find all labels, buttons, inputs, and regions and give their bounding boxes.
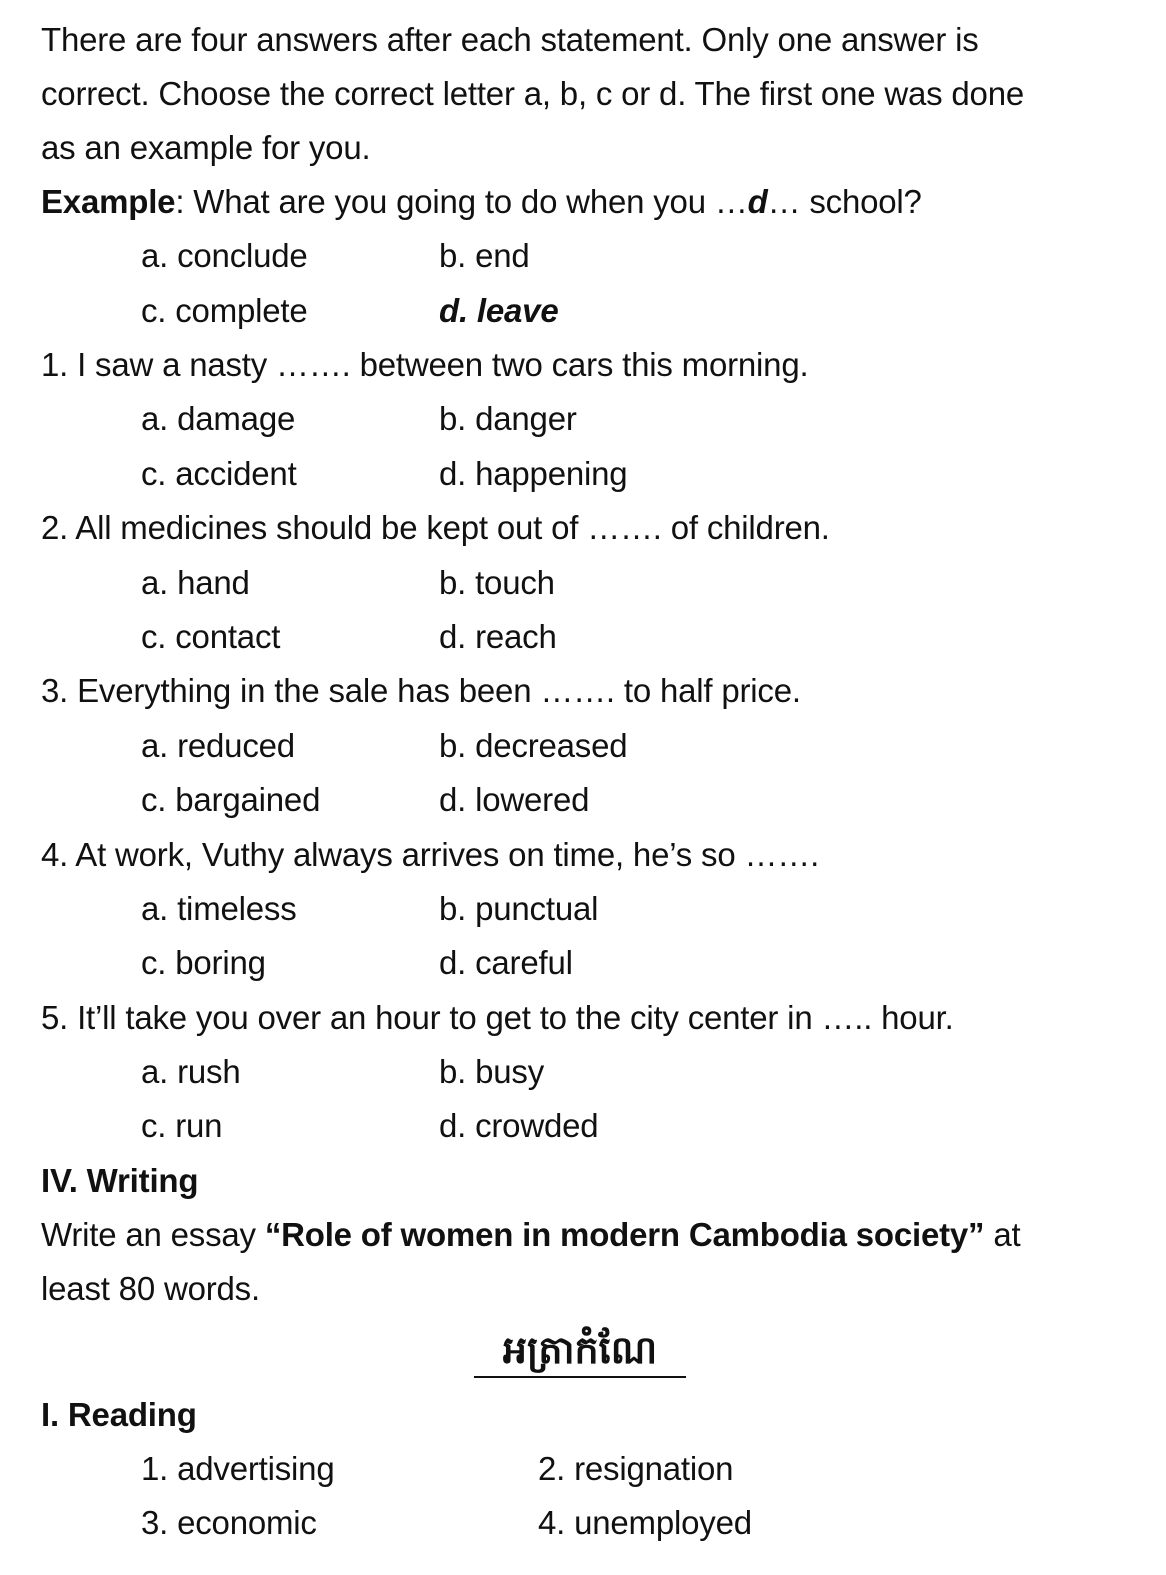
writing-prompt-prefix: Write an essay <box>41 1216 265 1253</box>
reading-answer-4: 4. unemployed <box>538 1504 752 1541</box>
example-colon: : <box>175 183 185 220</box>
question-2-option-d: d. reach <box>439 618 557 655</box>
example-option-a: a. conclude <box>141 237 308 274</box>
example-label: Example <box>41 183 176 220</box>
example-option-b: b. end <box>439 237 530 274</box>
question-1-stem: 1. I saw a nasty ……. between two cars this morning. <box>41 346 809 383</box>
instruction-line-2: correct. Choose the correct letter a, b, c or d. The first one was done <box>41 75 1025 112</box>
reading-answer-2: 2. resignation <box>538 1450 734 1487</box>
writing-essay-title: “Role of women in modern Cambodia society” <box>264 1216 985 1253</box>
question-1-option-d: d. happening <box>439 455 628 492</box>
question-2-option-c: c. contact <box>141 618 281 655</box>
question-1-option-a: a. damage <box>141 400 296 437</box>
example-answer: d <box>747 183 768 220</box>
question-2-stem: 2. All medicines should be kept out of ……. of children. <box>41 509 830 546</box>
question-2-option-b: b. touch <box>439 564 555 601</box>
example-statement <box>41 182 922 222</box>
question-4-option-b: b. punctual <box>439 890 599 927</box>
question-3-option-d: d. lowered <box>439 781 590 818</box>
example-option-c: c. complete <box>141 292 308 329</box>
question-5-option-c: c. run <box>141 1107 223 1144</box>
reading-heading: I. Reading <box>41 1396 197 1433</box>
question-3-stem: 3. Everything in the sale has been ……. to half price. <box>41 672 801 709</box>
reading-answer-3: 3. economic <box>141 1504 317 1541</box>
question-2-option-a: a. hand <box>141 564 250 601</box>
question-4-option-a: a. timeless <box>141 890 297 927</box>
question-3-option-b: b. decreased <box>439 727 628 764</box>
question-1-option-b: b. danger <box>439 400 577 437</box>
question-1-option-c: c. accident <box>141 455 297 492</box>
writing-prompt-line-1 <box>41 1215 1020 1255</box>
question-3-option-c: c. bargained <box>141 781 321 818</box>
question-4-stem: 4. At work, Vuthy always arrives on time, he’s so ……. <box>41 836 820 873</box>
question-4-option-c: c. boring <box>141 944 266 981</box>
example-text-before: What are you going to do when you … <box>184 183 748 220</box>
question-5-stem: 5. It’ll take you over an hour to get to the city center in ….. hour. <box>41 999 954 1036</box>
example-option-d-correct: d. leave <box>439 292 559 329</box>
answer-key-title: អត្រាកំណែ <box>474 1328 686 1378</box>
instruction-line-1: There are four answers after each statement. Only one answer is <box>41 21 979 58</box>
question-3-option-a: a. reduced <box>141 727 295 764</box>
instruction-line-3: as an example for you. <box>41 129 371 166</box>
question-5-option-b: b. busy <box>439 1053 544 1090</box>
question-4-option-d: d. careful <box>439 944 573 981</box>
writing-heading: IV. Writing <box>41 1162 199 1199</box>
question-5-option-a: a. rush <box>141 1053 241 1090</box>
example-text-after: … school? <box>767 183 922 220</box>
reading-answer-1: 1. advertising <box>141 1450 335 1487</box>
question-5-option-d: d. crowded <box>439 1107 599 1144</box>
writing-prompt-line-2: least 80 words. <box>41 1270 260 1307</box>
writing-prompt-suffix: at <box>984 1216 1021 1253</box>
